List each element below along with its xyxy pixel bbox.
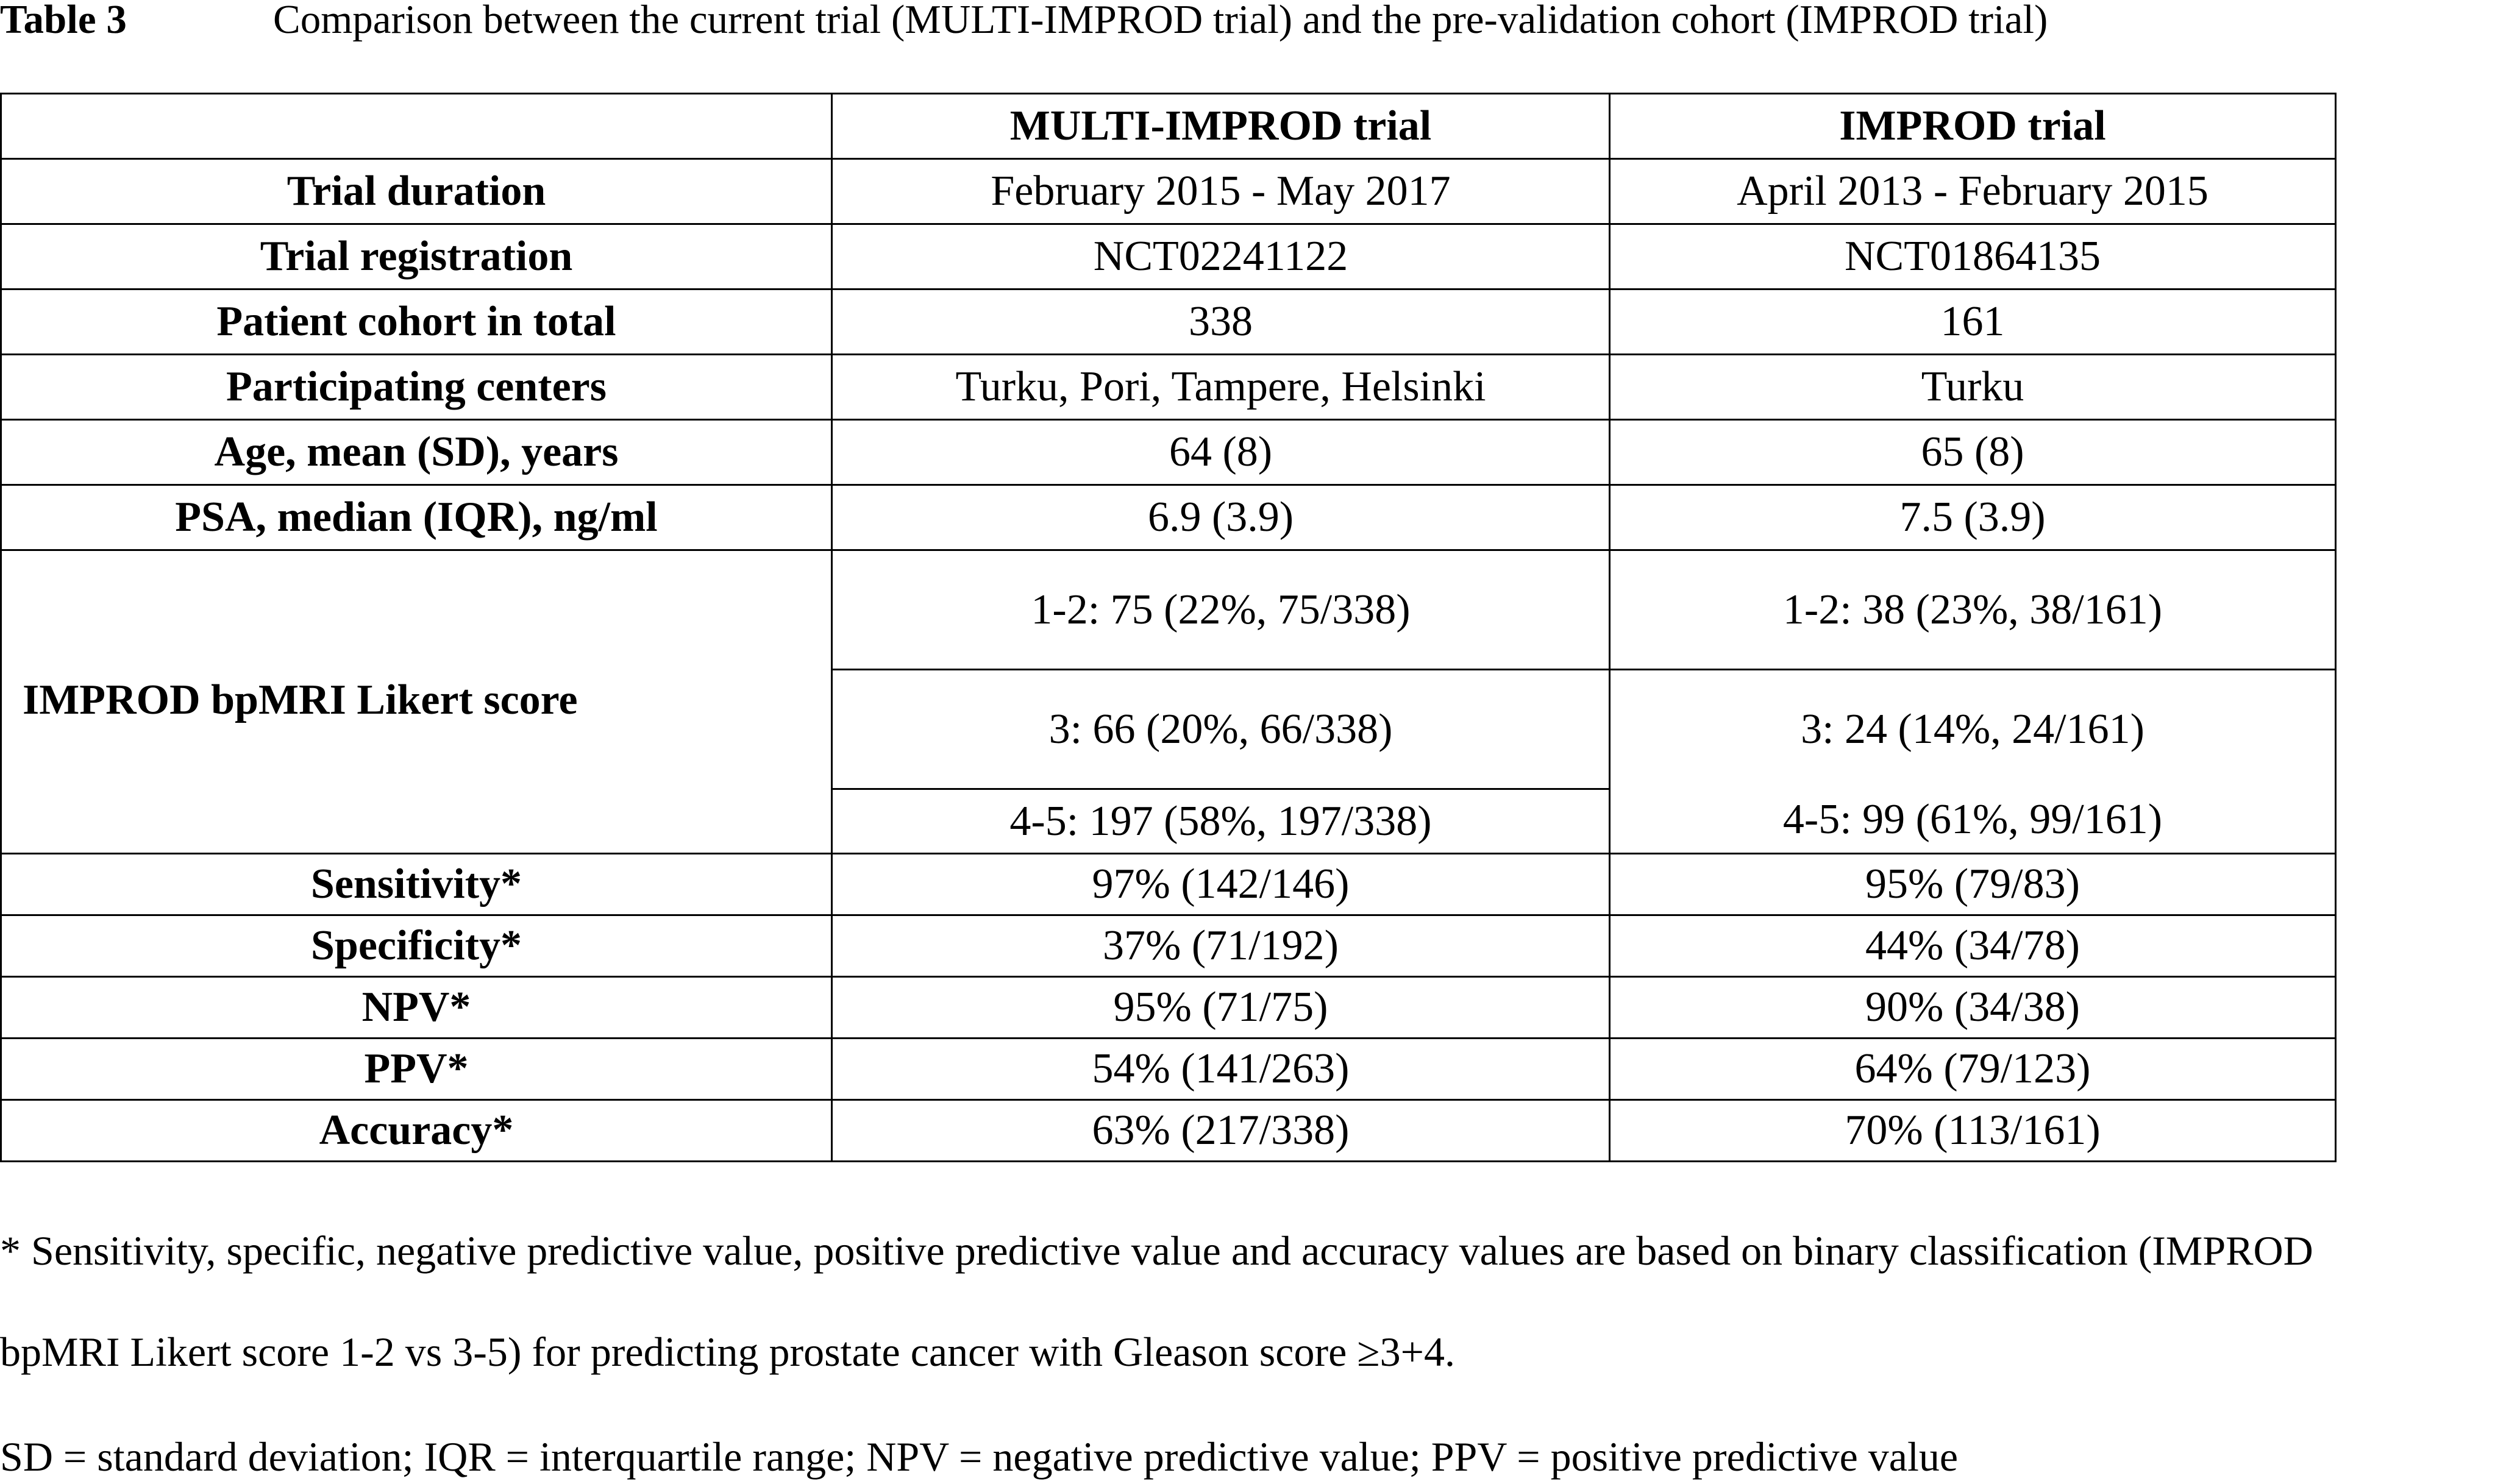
cell-improd: 65 (8) [1610, 420, 2336, 485]
footnote-line-2: bpMRI Likert score 1-2 vs 3-5) for predicting prostate cancer with Gleason score ≥3+4. [0, 1329, 1455, 1375]
table-row [1, 420, 2336, 485]
cell-improd: April 2013 - February 2015 [1610, 159, 2336, 224]
likert-improd-4-5: 4-5: 99 (61%, 99/161) [1782, 796, 2163, 843]
row-label: Specificity* [1, 915, 832, 977]
table-row [1, 977, 2336, 1039]
header-cell-improd: IMPROD trial [1610, 94, 2336, 159]
table-row [1, 1039, 2336, 1100]
likert-multi-1-2: 1-2: 75 (22%, 75/338) [832, 550, 1610, 670]
row-label: Participating centers [1, 355, 832, 420]
cell-multi: February 2015 - May 2017 [832, 159, 1610, 224]
likert-improd-3-and-4-5 [1610, 670, 2336, 854]
cell-multi: 64 (8) [832, 420, 1610, 485]
table-caption-label: Table 3 [0, 0, 127, 42]
cell-multi: 54% (141/263) [832, 1039, 1610, 1100]
likert-multi-3: 3: 66 (20%, 66/338) [832, 670, 1610, 789]
cell-improd: 90% (34/38) [1610, 977, 2336, 1039]
likert-multi-4-5: 4-5: 197 (58%, 197/338) [832, 789, 1610, 854]
table-row [1, 224, 2336, 289]
cell-multi: 338 [832, 289, 1610, 355]
table-row [1, 289, 2336, 355]
likert-improd-1-2: 1-2: 38 (23%, 38/161) [1610, 550, 2336, 670]
table-caption-text: Comparison between the current trial (MULTI-IMPROD trial) and the pre-validation cohort (IMPROD trial) [273, 0, 2048, 42]
footnote-line-1: * Sensitivity, specific, negative predictive value, positive predictive value and accuracy values are based on binary classification (IMPROD [0, 1227, 2313, 1274]
row-label: Sensitivity* [1, 854, 832, 915]
row-label: Patient cohort in total [1, 289, 832, 355]
table-row [1, 355, 2336, 420]
row-label: Trial duration [1, 159, 832, 224]
table-caption [0, 0, 2048, 44]
likert-row-label: IMPROD bpMRI Likert score [1, 550, 832, 854]
header-cell-multi-improd: MULTI-IMPROD trial [832, 94, 1610, 159]
table-row [1, 1100, 2336, 1162]
likert-row-1-2 [1, 550, 2336, 670]
row-label: NPV* [1, 977, 832, 1039]
cell-improd: NCT01864135 [1610, 224, 2336, 289]
row-label: Age, mean (SD), years [1, 420, 832, 485]
table-row [1, 915, 2336, 977]
row-label: PPV* [1, 1039, 832, 1100]
cell-multi: 37% (71/192) [832, 915, 1610, 977]
table-header-row [1, 94, 2336, 159]
cell-multi: NCT02241122 [832, 224, 1610, 289]
cell-multi: 6.9 (3.9) [832, 485, 1610, 550]
row-label: Trial registration [1, 224, 832, 289]
cell-improd: 7.5 (3.9) [1610, 485, 2336, 550]
cell-improd: 44% (34/78) [1610, 915, 2336, 977]
table-row [1, 485, 2336, 550]
header-cell-empty [1, 94, 832, 159]
cell-improd: 64% (79/123) [1610, 1039, 2336, 1100]
comparison-table [0, 93, 2337, 1162]
cell-improd: 161 [1610, 289, 2336, 355]
cell-improd: Turku [1610, 355, 2336, 420]
cell-improd: 70% (113/161) [1610, 1100, 2336, 1162]
likert-improd-3: 3: 24 (14%, 24/161) [1801, 706, 2144, 753]
row-label: PSA, median (IQR), ng/ml [1, 485, 832, 550]
cell-improd: 95% (79/83) [1610, 854, 2336, 915]
row-label: Accuracy* [1, 1100, 832, 1162]
table-row [1, 159, 2336, 224]
table-row [1, 854, 2336, 915]
cell-multi: 95% (71/75) [832, 977, 1610, 1039]
cell-multi: Turku, Pori, Tampere, Helsinki [832, 355, 1610, 420]
cell-multi: 63% (217/338) [832, 1100, 1610, 1162]
cell-multi: 97% (142/146) [832, 854, 1610, 915]
abbreviations-note: SD = standard deviation; IQR = interquartile range; NPV = negative predictive value; PPV = positive predictive value [0, 1433, 1959, 1480]
